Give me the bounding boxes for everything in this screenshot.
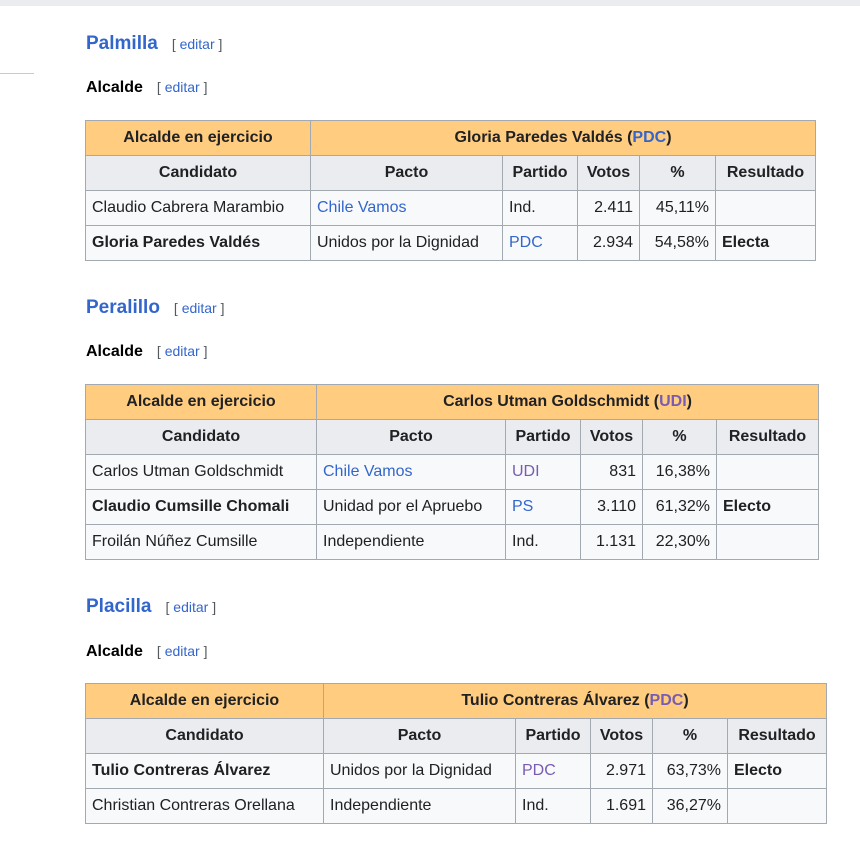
incumbent-name: Carlos Utman Goldschmidt xyxy=(443,393,650,410)
percent-cell: 61,32% xyxy=(643,490,717,525)
percent-cell: 22,30% xyxy=(643,525,717,560)
pact-cell: Independiente xyxy=(324,789,516,824)
party-cell: Ind. xyxy=(506,525,581,560)
bracket-close: ] xyxy=(218,36,223,52)
bracket-close: ] xyxy=(212,599,217,615)
section-heading-placilla xyxy=(86,596,216,618)
percent-cell: 54,58% xyxy=(640,226,716,261)
results-table-palmilla xyxy=(85,120,816,261)
header-row xyxy=(86,719,827,754)
party-cell: Ind. xyxy=(503,191,578,226)
party-link[interactable]: PDC xyxy=(516,754,591,789)
column-header: % xyxy=(640,156,716,191)
edit-section-link-wrapper xyxy=(172,36,223,52)
table-row xyxy=(86,191,816,226)
table-row xyxy=(86,525,819,560)
edit-link[interactable]: editar xyxy=(164,343,200,359)
bracket-close: ] xyxy=(203,643,208,659)
incumbent-label: Alcalde en ejercicio xyxy=(86,684,324,719)
column-header: Candidato xyxy=(86,156,311,191)
edit-subsection-link-wrapper xyxy=(157,643,208,659)
column-header: Votos xyxy=(578,156,640,191)
pact-cell: Independiente xyxy=(317,525,506,560)
table-row xyxy=(86,754,827,789)
percent-cell: 45,11% xyxy=(640,191,716,226)
section-title: Placilla xyxy=(86,596,152,617)
incumbent-label: Alcalde en ejercicio xyxy=(86,121,311,156)
bracket-close: ] xyxy=(203,343,208,359)
column-header: Resultado xyxy=(728,719,827,754)
table-row xyxy=(86,789,827,824)
party-cell: Ind. xyxy=(516,789,591,824)
edit-subsection-link-wrapper xyxy=(157,79,208,95)
header-row xyxy=(86,156,816,191)
edit-section-link-wrapper xyxy=(174,300,225,316)
subheading-alcalde xyxy=(86,643,208,661)
party-link[interactable]: PS xyxy=(506,490,581,525)
section-title: Palmilla xyxy=(86,33,158,54)
column-header: Pacto xyxy=(324,719,516,754)
bracket-open: [ xyxy=(165,599,170,615)
incumbent-value: Carlos Utman Goldschmidt (UDI) xyxy=(317,385,819,420)
result-cell xyxy=(716,191,816,226)
column-header: Votos xyxy=(581,420,643,455)
votes-cell: 2.411 xyxy=(578,191,640,226)
table-row xyxy=(86,226,816,261)
candidate-cell: Froilán Núñez Cumsille xyxy=(86,525,317,560)
result-cell xyxy=(717,525,819,560)
bracket-open: [ xyxy=(156,79,161,95)
candidate-cell: Tulio Contreras Álvarez xyxy=(86,754,324,789)
percent-cell: 63,73% xyxy=(653,754,728,789)
column-header: Candidato xyxy=(86,420,317,455)
result-cell: Electa xyxy=(716,226,816,261)
table-row xyxy=(86,455,819,490)
sidebar-divider xyxy=(0,73,34,74)
incumbent-party-link[interactable]: UDI xyxy=(659,393,687,410)
table-row xyxy=(86,490,819,525)
incumbent-party-link[interactable]: PDC xyxy=(649,692,684,709)
edit-link[interactable]: editar xyxy=(173,599,209,615)
section-heading-peralillo xyxy=(86,297,225,319)
candidate-cell: Claudio Cumsille Chomali xyxy=(86,490,317,525)
bracket-open: [ xyxy=(156,343,161,359)
edit-subsection-link-wrapper xyxy=(157,343,208,359)
subheading-alcalde xyxy=(86,343,208,361)
incumbent-name: Gloria Paredes Valdés xyxy=(454,129,623,146)
votes-cell: 1.691 xyxy=(591,789,653,824)
pact-cell: Unidos por la Dignidad xyxy=(324,754,516,789)
incumbent-name: Tulio Contreras Álvarez xyxy=(461,692,640,709)
pact-cell: Unidad por el Apruebo xyxy=(317,490,506,525)
column-header: Votos xyxy=(591,719,653,754)
percent-cell: 36,27% xyxy=(653,789,728,824)
column-header: Resultado xyxy=(717,420,819,455)
party-link[interactable]: PDC xyxy=(503,226,578,261)
edit-section-link-wrapper xyxy=(166,599,217,615)
result-cell xyxy=(717,455,819,490)
candidate-cell: Christian Contreras Orellana xyxy=(86,789,324,824)
bracket-close: ] xyxy=(203,79,208,95)
pact-link[interactable]: Chile Vamos xyxy=(317,455,506,490)
section-heading-palmilla xyxy=(86,33,222,55)
subheading-title: Alcalde xyxy=(86,79,143,96)
result-cell: Electo xyxy=(728,754,827,789)
header-row xyxy=(86,420,819,455)
section-title: Peralillo xyxy=(86,297,160,318)
incumbent-row xyxy=(86,121,816,156)
pact-cell: Unidos por la Dignidad xyxy=(311,226,503,261)
column-header: Partido xyxy=(516,719,591,754)
candidate-cell: Carlos Utman Goldschmidt xyxy=(86,455,317,490)
percent-cell: 16,38% xyxy=(643,455,717,490)
bracket-open: [ xyxy=(171,36,176,52)
incumbent-row xyxy=(86,684,827,719)
votes-cell: 831 xyxy=(581,455,643,490)
result-cell xyxy=(728,789,827,824)
column-header: % xyxy=(653,719,728,754)
column-header: Candidato xyxy=(86,719,324,754)
incumbent-value: Gloria Paredes Valdés (PDC) xyxy=(311,121,816,156)
votes-cell: 3.110 xyxy=(581,490,643,525)
subheading-title: Alcalde xyxy=(86,643,143,660)
edit-link[interactable]: editar xyxy=(164,79,200,95)
top-bar xyxy=(0,0,860,6)
results-table-peralillo xyxy=(85,384,819,560)
incumbent-row xyxy=(86,385,819,420)
column-header: Pacto xyxy=(317,420,506,455)
candidate-cell: Gloria Paredes Valdés xyxy=(86,226,311,261)
results-table-placilla xyxy=(85,683,827,824)
votes-cell: 1.131 xyxy=(581,525,643,560)
edit-link[interactable]: editar xyxy=(179,36,215,52)
subheading-title: Alcalde xyxy=(86,343,143,360)
result-cell: Electo xyxy=(717,490,819,525)
column-header: Resultado xyxy=(716,156,816,191)
column-header: % xyxy=(643,420,717,455)
bracket-open: [ xyxy=(156,643,161,659)
column-header: Partido xyxy=(503,156,578,191)
votes-cell: 2.934 xyxy=(578,226,640,261)
candidate-cell: Claudio Cabrera Marambio xyxy=(86,191,311,226)
bracket-close: ] xyxy=(220,300,225,316)
edit-link[interactable]: editar xyxy=(181,300,217,316)
subheading-alcalde xyxy=(86,79,208,97)
edit-link[interactable]: editar xyxy=(164,643,200,659)
incumbent-value: Tulio Contreras Álvarez (PDC) xyxy=(324,684,827,719)
party-link[interactable]: UDI xyxy=(506,455,581,490)
column-header: Partido xyxy=(506,420,581,455)
incumbent-label: Alcalde en ejercicio xyxy=(86,385,317,420)
column-header: Pacto xyxy=(311,156,503,191)
bracket-open: [ xyxy=(173,300,178,316)
votes-cell: 2.971 xyxy=(591,754,653,789)
incumbent-party-link[interactable]: PDC xyxy=(632,129,667,146)
pact-link[interactable]: Chile Vamos xyxy=(311,191,503,226)
